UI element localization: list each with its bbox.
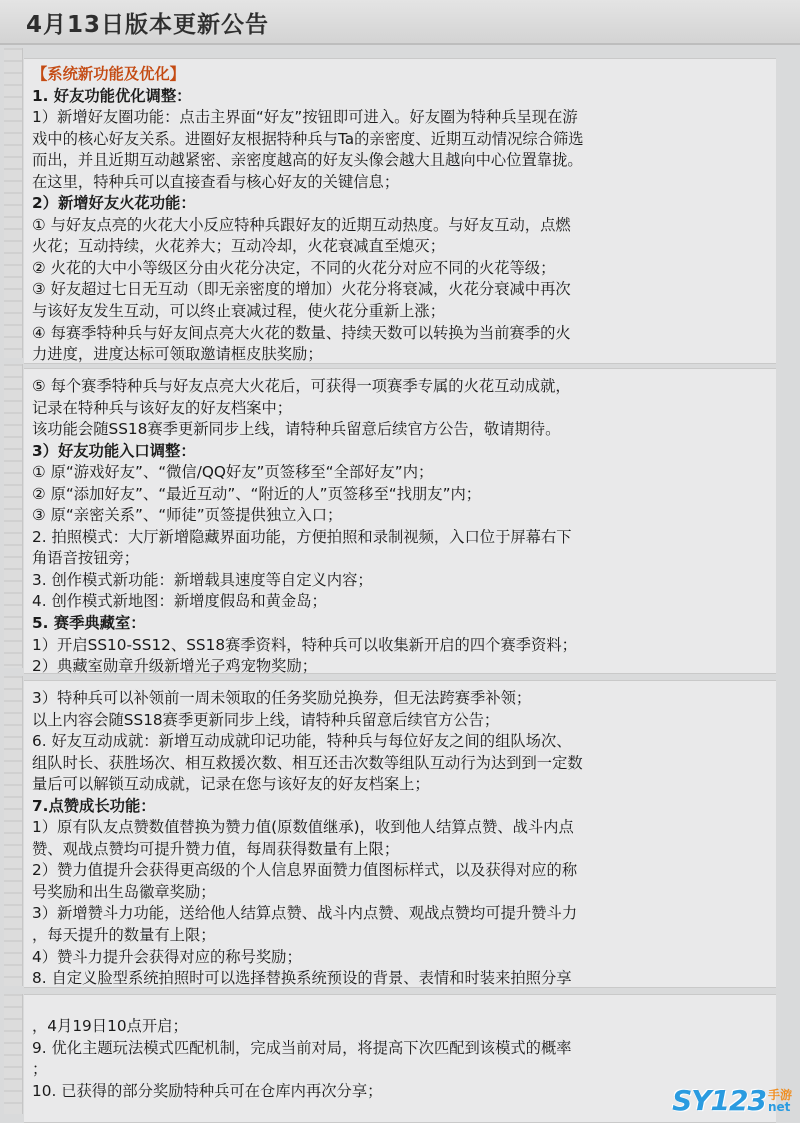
notice-line: ② 火花的大中小等级区分由火花分决定，不同的火花分对应不同的火花等级； [32,258,556,277]
item-heading: 7.点赞成长功能： [32,796,156,815]
notice-line: ② 原“添加好友”、“最近互动”、“附近的人”页签移至“找朋友”内； [32,484,482,503]
notice-line: 2. 拍照模式：大厅新增隐藏界面功能，方便拍照和录制视频，入口位于屏幕右下 [32,527,572,546]
site-watermark-logo [672,1084,792,1117]
notice-line: ④ 每赛季特种兵与好友间点亮大火花的数量、持续天数可以转换为当前赛季的火 [32,323,571,342]
notice-line: 量后可以解锁互动成就，记录在您与该好友的好友档案上； [32,775,430,794]
watermark-main: SY123 [672,1084,766,1117]
notice-line: 在这里，特种兵可以直接查看与核心好友的关键信息； [32,172,400,191]
notice-line: ① 与好友点亮的火花大小反应特种兵跟好友的近期互动热度。与好友互动，点燃 [32,215,571,234]
item-heading: 2）新增好友火花功能： [32,194,196,213]
notice-line: 与该好友发生互动，可以终止衰减过程，使火花分重新上涨； [32,302,446,321]
notice-line: 赞、观战点赞均可提升赞力值，每周获得数量有上限； [32,839,400,858]
notice-line: ③ 好友超过七日无互动（即无亲密度的增加）火花分将衰减，火花分衰减中再次 [32,280,571,299]
notice-line: 3）新增赞斗力功能，送给他人结算点赞、战斗内点赞、观战点赞均可提升赞斗力 [32,904,578,923]
watermark-sub-bottom: net [767,1100,791,1114]
notice-line: 1）新增好友圈功能：点击主界面“好友”按钮即可进入。好友圈为特种兵呈现在游 [32,108,578,127]
notice-line: 2）典藏室勋章升级新增光子鸡宠物奖励； [32,657,318,676]
notice-line: 6. 好友互动成就：新增互动成就印记功能，特种兵与每位好友之间的组队场次、 [32,732,572,751]
notice-line: 号奖励和出生岛徽章奖励； [32,882,216,901]
notice-line: 以上内容会随SS18赛季更新同步上线，请特种兵留意后续官方公告； [32,710,500,729]
section-heading: 【系统新功能及优化】 [32,65,185,83]
notice-section [32,64,772,366]
notice-line: 该功能会随SS18赛季更新同步上线，请特种兵留意后续官方公告，敬请期待。 [32,420,561,439]
side-decoration [4,48,23,358]
notice-section [32,376,772,678]
notice-line: ① 原“游戏好友”、“微信/QQ好友”页签移至“全部好友”内； [32,463,434,482]
item-heading: 1. 好友功能优化调整： [32,86,192,105]
notice-line: 火花；互动持续，火花养大；互动冷却，火花衰减直至熄灭； [32,237,446,256]
notice-line: ，每天提升的数量有上限； [32,926,216,945]
watermark-sub-top: 手游 [767,1088,792,1102]
item-heading: 3）好友功能入口调整： [32,441,196,460]
notice-line: 10. 已获得的部分奖励特种兵可在仓库内再次分享； [32,1081,383,1100]
notice-line: 记录在特种兵与该好友的好友档案中； [32,398,293,417]
divider [0,43,800,45]
side-decoration [4,676,23,986]
notice-line: 4. 创作模式新地图：新增度假岛和黄金岛； [32,592,327,611]
item-heading: 5. 赛季典藏室： [32,614,146,633]
notice-line: ，4月19日10点开启； [32,1017,188,1035]
notice-line: 2）赞力值提升会获得更高级的个人信息界面赞力值图标样式，以及获得对应的称 [32,861,578,880]
notice-line: 戏中的核心好友关系。进圈好友根据特种兵与Ta的亲密度、近期互动情况综合筛选 [32,129,584,148]
notice-line: 8. 自定义脸型系统拍照时可以选择替换系统预设的背景、表情和时装来拍照分享 [32,969,572,988]
side-decoration [4,364,23,668]
notice-line: 角语音按钮旁； [32,549,140,568]
notice-line: 1）开启SS10-SS12、SS18赛季资料，特种兵可以收集新开启的四个赛季资料； [32,635,577,654]
notice-line: 3）特种兵可以补领前一周未领取的任务奖励兑换券，但无法跨赛季补领； [32,689,532,707]
notice-line: ； [32,1060,48,1079]
notice-line: 3. 创作模式新功能：新增载具速度等自定义内容； [32,570,373,589]
notice-line: 9. 优化主题玩法模式匹配机制，完成当前对局，将提高下次匹配到该模式的概率 [32,1038,572,1057]
notice-line: 而出，并且近期互动越紧密、亲密度越高的好友头像会越大且越向中心位置靠拢。 [32,151,583,170]
notice-section [32,688,772,990]
page-title: 4月13日版本更新公告 [26,12,270,38]
notice-line: 组队时长、获胜场次、相互救援次数、相互还击次数等组队互动行为达到到一定数 [32,753,583,772]
notice-section [32,1016,772,1102]
notice-line: ③ 原“亲密关系”、“师徒”页签提供独立入口； [32,506,343,525]
notice-line: ⑤ 每个赛季特种兵与好友点亮大火花后，可获得一项赛季专属的火花互动成就， [32,377,571,395]
notice-line: 力进度，进度达标可领取邀请框皮肤奖励； [32,345,323,364]
title-bar [0,0,800,44]
side-decoration [4,994,23,1114]
notice-line: 4）赞斗力提升会获得对应的称号奖励； [32,947,302,966]
notice-line: 1）原有队友点赞数值替换为赞力值(原数值继承)，收到他人结算点赞、战斗内点 [32,818,574,837]
